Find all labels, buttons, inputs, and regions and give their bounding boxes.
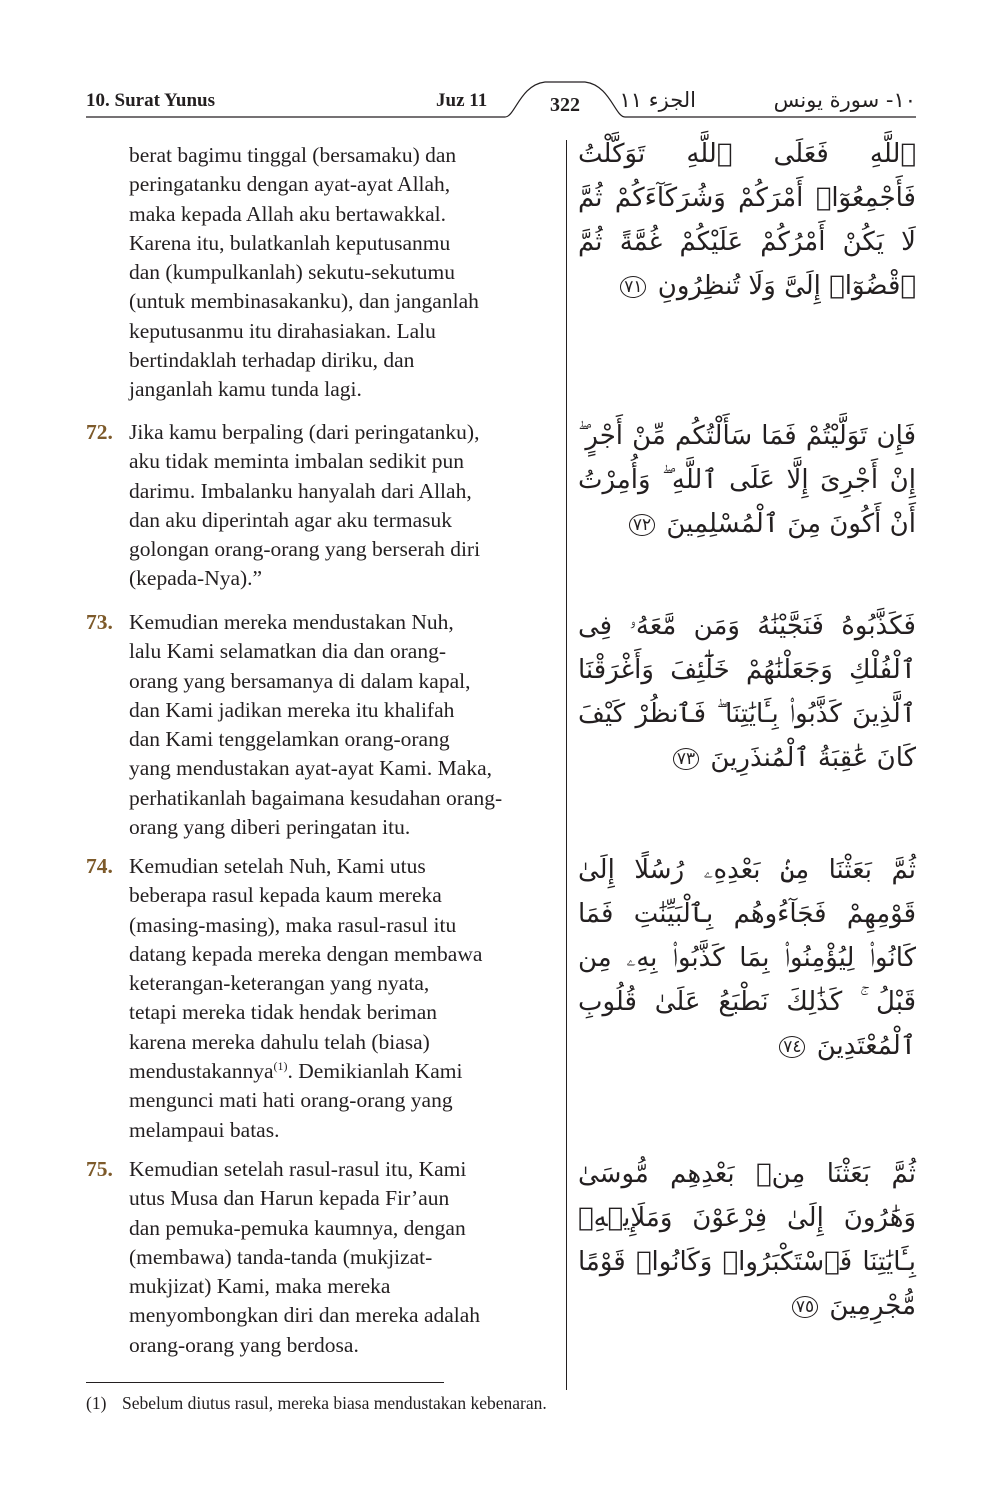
- verse-translation: Kemudian mereka mendustakan Nuh, lalu Kami selamatkan dia dan orang- orang yang bersamanya di dalam kapal, dan Kami jadikan mereka itu khalifah dan Kami tenggelamkan orang-orang yang mendustakan ayat-ayat Kami. Maka, perhatikanlah bagaimana kesudahan orang- orang yang diberi peringatan itu.: [129, 610, 503, 840]
- verse-translation: [129, 852, 569, 1145]
- ayah-end-marker: ٧٣: [673, 748, 699, 770]
- footnote-reference[interactable]: (1): [273, 1058, 288, 1073]
- verse-number: 72.: [86, 420, 113, 444]
- arabic-verse-71: [578, 132, 916, 308]
- ayah-end-marker: ٧٢: [629, 514, 655, 536]
- arabic-verse-75: [578, 1152, 916, 1328]
- arabic-text: فَإِن تَوَلَّيْتُمْ فَمَا سَأَلْتُكُم مِّنْ أَجْرٍ ۖ إِنْ أَجْرِىَ إِلَّا عَلَى ٱللَّهِ ۖ وَأُمِرْتُ أَنْ أَكُونَ مِنَ ٱلْمُسْلِمِينَ: [578, 421, 916, 539]
- footnote-text: Sebelum diutus rasul, mereka biasa mendustakan kebenaran.: [122, 1393, 547, 1413]
- arabic-verse-72: [578, 414, 916, 546]
- arabic-text: ثُمَّ بَعَثْنَا مِنۢ بَعْدِهِۦ رُسُلًا إِلَىٰ قَوْمِهِمْ فَجَآءُوهُم بِٱلْبَيِّنَٰتِ فَمَا كَانُوا۟ لِيُؤْمِنُوا۟ بِمَا كَذَّبُوا۟ بِهِۦ مِن قَبْلُ ۚ كَذَٰلِكَ نَطْبَعُ عَلَىٰ قُلُوبِ ٱلْمُعْتَدِينَ: [578, 855, 916, 1061]
- arabic-text: ثُمَّ بَعَثْنَا مِنۢ بَعْدِهِم مُّوسَىٰ وَهَٰرُونَ إِلَىٰ فِرْعَوْنَ وَمَلَإِي۟هِۦ بِـَٔايَٰتِنَا فَٱسْتَكْبَرُوا۟ وَكَانُوا۟ قَوْمًا مُّجْرِمِينَ: [578, 1159, 916, 1321]
- arabic-text: ٱللَّهِ فَعَلَى ٱللَّهِ تَوَكَّلْتُ فَأَجْمِعُوٓا۟ أَمْرَكُمْ وَشُرَكَآءَكُمْ ثُمَّ لَا يَكُنْ أَمْرُكُمْ عَلَيْكُمْ غُمَّةً ثُمَّ ٱقْضُوٓا۟ إِلَىَّ وَلَا تُنظِرُونِ: [578, 139, 916, 301]
- verse-translation-part: Kemudian setelah Nuh, Kami utus beberapa rasul kepada kaum mereka (masing-masing), maka rasul-rasul itu datang kepada mereka dengan membawa keterangan-keterangan yang nyata, tetapi mereka tidak hendak beriman karena mereka dahulu telah (biasa) mendustakannya: [129, 854, 483, 1084]
- footnote: [86, 1393, 547, 1414]
- verse-translation: Kemudian setelah rasul-rasul itu, Kami utus Musa dan Harun kepada Fir’aun dan pemuka-pemuka kaumnya, dengan (membawa) tanda-tanda (mukjizat- mukjizat) Kami, maka mereka menyombongkan diri dan mereka adalah orang-orang yang berdosa.: [129, 1157, 481, 1357]
- arabic-verse-73: [578, 604, 916, 780]
- ayah-end-marker: ٧١: [620, 276, 646, 298]
- footnote-rule: [86, 1382, 444, 1383]
- running-header-juz: Juz 11: [436, 90, 488, 111]
- verse-number: 75.: [86, 1157, 113, 1181]
- ayah-end-marker: ٧٤: [779, 1036, 805, 1058]
- verse-translation: berat bagimu tinggal (bersamaku) dan peringatanku dengan ayat-ayat Allah, maka kepada Allah aku bertawakkal. Karena itu, bulatkanlah keputusanmu dan (kumpulkanlah) sekutu-sekutumu (untuk membinasakanku), dan janganlah keputusanmu itu dirahasiakan. Lalu bertindaklah terhadap diriku, dan janganlah kamu tunda lagi.: [129, 143, 479, 402]
- verse-number: 73.: [86, 610, 113, 634]
- arabic-text: فَكَذَّبُوهُ فَنَجَّيْنَٰهُ وَمَن مَّعَهُۥ فِى ٱلْفُلْكِ وَجَعَلْنَٰهُمْ خَلَٰٓئِفَ وَأَغْرَقْنَا ٱلَّذِينَ كَذَّبُوا۟ بِـَٔايَٰتِنَا ۖ فَٱنظُرْ كَيْفَ كَانَ عَٰقِبَةُ ٱلْمُنذَرِينَ: [578, 611, 916, 773]
- ayah-end-marker: ٧٥: [792, 1296, 818, 1318]
- running-header-surah-arabic: ١٠- سورة يونس: [773, 88, 916, 112]
- verse-translation-part: . Demikianlah Kami mengunci mati hati orang-orang yang melampaui batas.: [129, 1059, 463, 1142]
- running-header-juz-arabic: الجزء ١١: [619, 88, 696, 112]
- footnote-marker: (1): [86, 1393, 107, 1413]
- arabic-verse-74: [578, 848, 916, 1068]
- verse-translation: Jika kamu berpaling (dari peringatanku), aku tidak meminta imbalan sedikit pun darimu. Imbalanku hanyalah dari Allah, dan aku diperintah agar aku termasuk golongan orang-orang yang berserah diri (kepada-Nya).”: [129, 420, 481, 591]
- page-number: 322: [550, 94, 580, 116]
- running-header-surah: 10. Surat Yunus: [86, 90, 216, 111]
- verse-number: 74.: [86, 854, 113, 878]
- header-rule: [0, 0, 1000, 140]
